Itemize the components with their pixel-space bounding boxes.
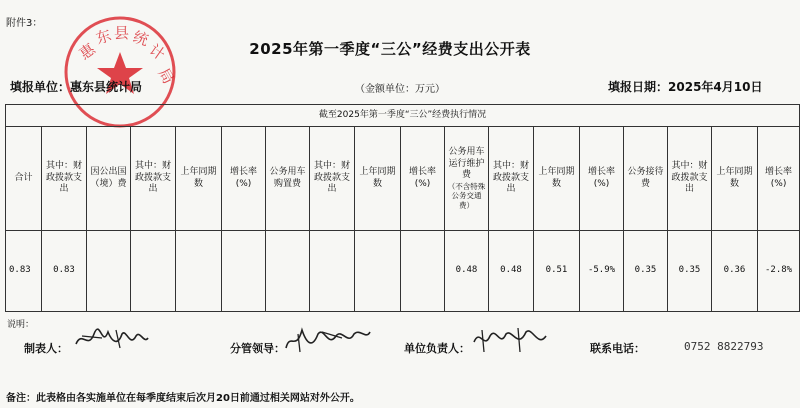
col-car-operation-fiscal: 其中：财政拨款支出	[489, 127, 534, 231]
phone-value: 0752 8822793	[684, 340, 764, 353]
cell-car-purchase-fiscal	[310, 231, 355, 312]
col-car-purchase: 公务用车购置费	[266, 127, 310, 231]
cell-reception-growth: -2.8%	[758, 231, 800, 312]
reporting-unit-label: 填报单位：	[10, 80, 71, 94]
col-reception-fiscal: 其中：财政拨款支出	[668, 127, 712, 231]
cell-car-operation: 0.48	[445, 231, 489, 312]
svg-text:计: 计	[145, 40, 169, 64]
report-date-label: 填报日期：	[608, 80, 669, 94]
col-car-operation	[445, 127, 489, 231]
cell-car-operation-fiscal: 0.48	[489, 231, 534, 312]
col-car-purchase-growth: 增长率(%)	[401, 127, 445, 231]
col-car-operation-label: 公务用车运行维护费	[448, 146, 485, 181]
col-reception-growth: 增长率(%)	[758, 127, 800, 231]
table-row	[6, 231, 800, 312]
note-label: 说明：	[7, 320, 35, 330]
col-car-purchase-prev: 上年同期数	[355, 127, 401, 231]
col-car-purchase-fiscal: 其中：财政拨款支出	[310, 127, 355, 231]
svg-text:惠: 惠	[75, 39, 99, 64]
col-car-operation-growth: 增长率(%)	[580, 127, 624, 231]
cell-car-operation-prev: 0.51	[534, 231, 580, 312]
reporting-unit-value: 惠东县统计局	[70, 80, 143, 94]
period-header: 截至2025年第一季度“三公”经费执行情况	[6, 105, 800, 127]
col-reception: 公务接待费	[624, 127, 668, 231]
expense-table	[5, 104, 800, 312]
cell-total-fiscal: 0.83	[42, 231, 87, 312]
col-car-operation-prev: 上年同期数	[534, 127, 580, 231]
phone-label: 联系电话：	[590, 342, 645, 355]
cell-car-purchase-prev	[355, 231, 401, 312]
preparer-signature	[72, 322, 152, 356]
col-abroad-fiscal: 其中：财政拨款支出	[131, 127, 176, 231]
col-car-operation-note: （不含特殊公务交通费）	[447, 181, 486, 210]
head-signature	[470, 322, 550, 356]
cell-total: 0.83	[6, 231, 42, 312]
leader-signature	[282, 322, 372, 356]
svg-text:县: 县	[114, 24, 130, 42]
reporting-unit	[10, 78, 142, 95]
report-date-value: 2025年4月10日	[668, 80, 763, 94]
cell-abroad	[87, 231, 131, 312]
cell-car-purchase-growth	[401, 231, 445, 312]
svg-text:东: 东	[93, 26, 114, 48]
cell-reception: 0.35	[624, 231, 668, 312]
remark: 备注：此表格由各实施单位在每季度结束后次月20日前通过相关网站对外公开。	[6, 393, 360, 404]
cell-car-operation-growth: -5.9%	[580, 231, 624, 312]
preparer-label: 制表人：	[24, 342, 68, 355]
col-total: 合计	[6, 127, 42, 231]
svg-text:局: 局	[154, 65, 178, 88]
cell-abroad-growth	[222, 231, 266, 312]
col-reception-prev: 上年同期数	[712, 127, 758, 231]
head-label: 单位负责人：	[404, 342, 470, 355]
leader-label: 分管领导：	[230, 342, 285, 355]
col-abroad-prev: 上年同期数	[176, 127, 222, 231]
cell-reception-fiscal: 0.35	[668, 231, 712, 312]
cell-reception-prev: 0.36	[712, 231, 758, 312]
col-abroad-growth: 增长率(%)	[222, 127, 266, 231]
cell-car-purchase	[266, 231, 310, 312]
attachment-label: 附件3：	[6, 18, 43, 29]
col-total-fiscal: 其中：财政拨款支出	[42, 127, 87, 231]
cell-abroad-fiscal	[131, 231, 176, 312]
report-date	[608, 78, 762, 95]
page-title: 2025年第一季度“三公”经费支出公开表	[249, 40, 531, 58]
cell-abroad-prev	[176, 231, 222, 312]
amount-unit: （金额单位：万元）	[355, 84, 445, 95]
col-abroad: 因公出国（境）费	[87, 127, 131, 231]
svg-text:统: 统	[130, 27, 151, 50]
